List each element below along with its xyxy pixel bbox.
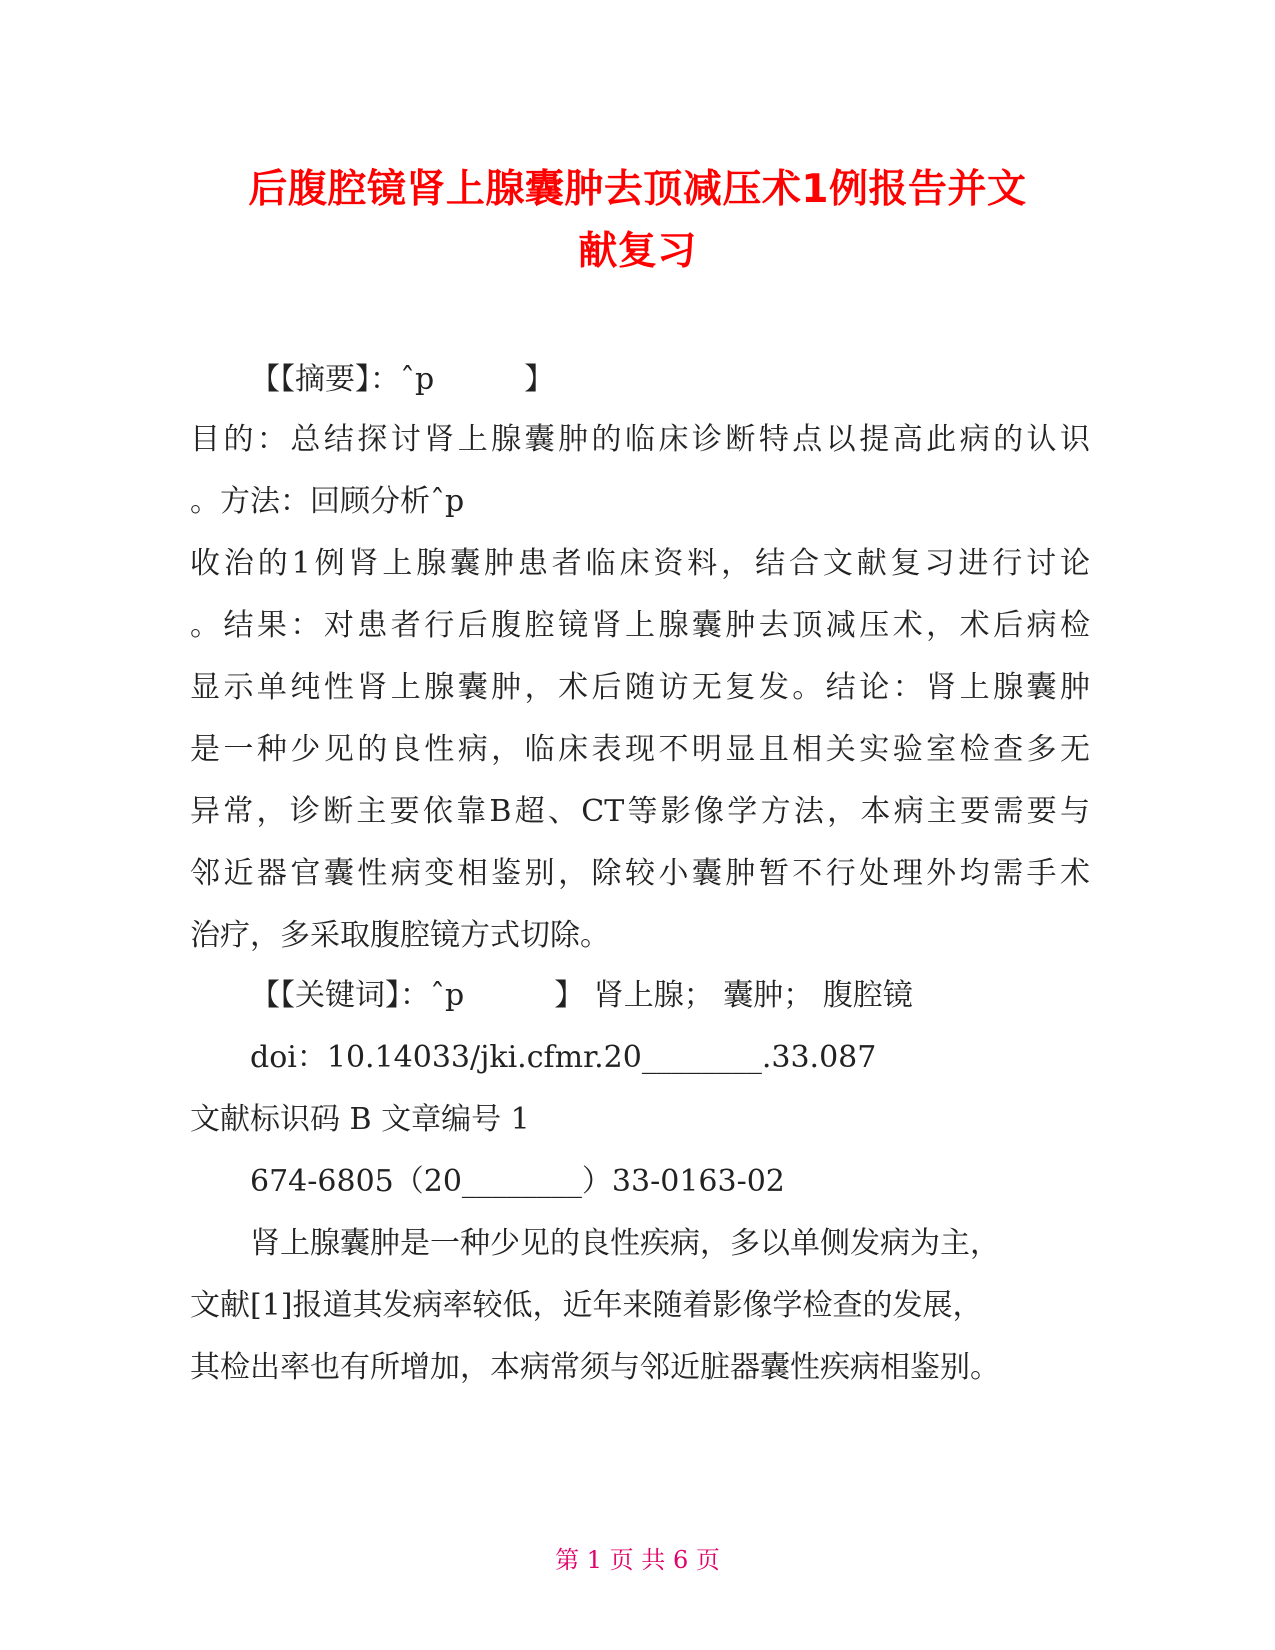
page-indicator: 第 1 页 共 6 页 [555,1546,720,1574]
abstract-line: 。结果：对患者行后腹腔镜肾上腺囊肿去顶减压术，术后病检 [190,608,1090,643]
abstract-heading: 【【摘要】：ˆp 】 [250,362,555,397]
abstract-line: 收治的1例肾上腺囊肿患者临床资料，结合文献复习进行讨论 [190,546,1090,581]
abstract-line: 是一种少见的良性病，临床表现不明显且相关实验室检查多无 [190,732,1090,767]
article-number-line: 674-6805（20________）33-0163-02 [250,1164,785,1199]
abstract-line: 治疗，多采取腹腔镜方式切除。 [190,918,610,953]
document-id-line: 文献标识码 B 文章编号 1 [190,1102,530,1137]
abstract-line: 。方法：回顾分析ˆp [190,484,465,519]
abstract-line: 显示单纯性肾上腺囊肿，术后随访无复发。结论：肾上腺囊肿 [190,670,1090,705]
keywords-line: 【【关键词】：ˆp 】 肾上腺； 囊肿； 腹腔镜 [250,978,913,1013]
abstract-line: 邻近器官囊性病变相鉴别，除较小囊肿暂不行处理外均需手术 [190,856,1090,891]
abstract-line: 异常，诊断主要依靠B超、CT等影像学方法，本病主要需要与 [190,794,1090,829]
doi-line: doi：10.14033/jki.cfmr.20________.33.087 [250,1040,877,1075]
body-paragraph-line: 其检出率也有所增加，本病常须与邻近脏器囊性疾病相鉴别。 [190,1350,1000,1385]
document-title-line-2: 献复习 [578,229,697,274]
abstract-line: 目的：总结探讨肾上腺囊肿的临床诊断特点以提高此病的认识 [190,422,1090,457]
body-paragraph-line: 肾上腺囊肿是一种少见的良性疾病，多以单侧发病为主， [250,1226,1000,1261]
body-paragraph-line: 文献[1]报道其发病率较低，近年来随着影像学检查的发展， [190,1288,983,1323]
document-title-line-1: 后腹腔镜肾上腺囊肿去顶减压术1例报告并文 [248,167,1027,212]
